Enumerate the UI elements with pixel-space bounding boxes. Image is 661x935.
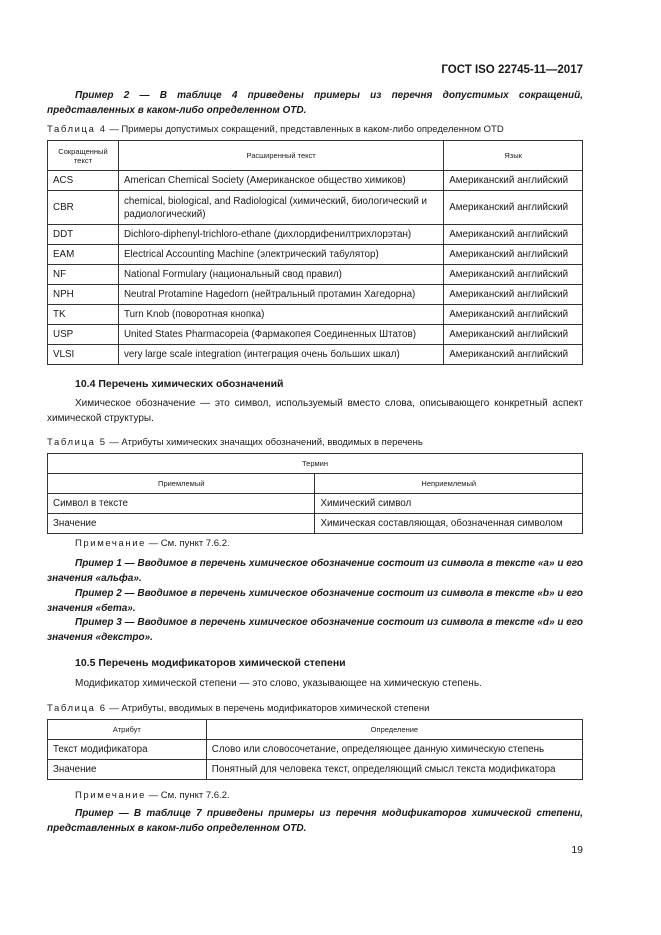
table-row <box>48 225 583 245</box>
table-cell: United States Pharmacopeia (Фармакопея Соединенных Штатов) <box>118 325 443 345</box>
page-number: 19 <box>571 844 583 856</box>
note-label: Примечание <box>75 790 146 801</box>
table-5 <box>47 453 583 534</box>
table-cell: Значение <box>48 760 207 780</box>
table-5-label: Таблица 5 <box>47 437 107 448</box>
section-10-5-title: 10.5 Перечень модификаторов химической степени <box>75 657 346 669</box>
table-row <box>48 171 583 191</box>
table-cell: Значение <box>48 514 315 534</box>
example-2-top: Пример 2 — В таблице 4 приведены примеры из перечня допустимых сокращений, представленных в каком-либо определенном OTD. <box>47 90 583 116</box>
table-5-header-row <box>48 474 583 494</box>
table-cell: NF <box>48 265 119 285</box>
table-cell: Dichloro-diphenyl-trichloro-ethane (дихлордифенилтрихлорэтан) <box>118 225 443 245</box>
table-cell: American Chemical Society (Американское общество химиков) <box>118 171 443 191</box>
table-6 <box>47 719 583 780</box>
table-5-header-cell: Неприемлемый <box>315 474 583 494</box>
document-header: ГОСТ ISO 22745-11—2017 <box>441 64 583 76</box>
table-5-note <box>75 536 611 551</box>
table-cell: Американский английский <box>444 171 583 191</box>
table-cell: Turn Knob (поворотная кнопка) <box>118 305 443 325</box>
table-cell: Neutral Protamine Hagedorn (нейтральный протамин Хагедорна) <box>118 285 443 305</box>
table-cell: DDT <box>48 225 119 245</box>
table-4-header-cell: Расширенный текст <box>118 141 443 171</box>
table-cell: Химический символ <box>315 494 583 514</box>
example-chem-3: Пример 3 — Вводимое в перечень химическое обозначение состоит из символа в тексте «d» и его значения «декстро». <box>47 617 583 643</box>
table-cell: Слово или словосочетание, определяющее данную химическую степень <box>206 740 582 760</box>
table-row <box>48 760 583 780</box>
table-5-header-cell: Приемлемый <box>48 474 315 494</box>
note-text: — См. пункт 7.6.2. <box>146 538 230 549</box>
table-4-header-cell: Язык <box>444 141 583 171</box>
table-5-group-header: Термин <box>48 454 583 474</box>
table-cell: Американский английский <box>444 265 583 285</box>
table-cell: USP <box>48 325 119 345</box>
table-row <box>48 305 583 325</box>
note-text: — См. пункт 7.6.2. <box>146 790 230 801</box>
table-row <box>48 325 583 345</box>
table-6-header-row <box>48 720 583 740</box>
table-cell: CBR <box>48 191 119 225</box>
table-6-caption-text: — Атрибуты, вводимых в перечень модификаторов химической степени <box>106 703 430 714</box>
table-5-caption-text: — Атрибуты химических значащих обозначений, вводимых в перечень <box>106 437 423 448</box>
table-6-caption <box>47 701 583 716</box>
table-cell: Американский английский <box>444 225 583 245</box>
table-row <box>48 191 583 225</box>
table-6-label: Таблица 6 <box>47 703 107 714</box>
table-4-caption-text: — Примеры допустимых сокращений, представленных в каком-либо определенном OTD <box>106 124 504 135</box>
note-label: Примечание <box>75 538 146 549</box>
table-cell: Химическая составляющая, обозначенная символом <box>315 514 583 534</box>
table-cell: Текст модификатора <box>48 740 207 760</box>
example-chem-1: Пример 1 — Вводимое в перечень химическое обозначение состоит из символа в тексте «а» и его значения «альфа». <box>47 558 583 584</box>
table-cell: TK <box>48 305 119 325</box>
table-row <box>48 345 583 365</box>
table-cell: very large scale integration (интеграция очень больших шкал) <box>118 345 443 365</box>
table-5-group-header-row <box>48 454 583 474</box>
table-cell: Electrical Accounting Machine (электрический табулятор) <box>118 245 443 265</box>
section-10-4-text: Химическое обозначение — это символ, используемый вместо слова, описывающего конкретный аспект химической структуры. <box>47 398 583 424</box>
table-cell: Американский английский <box>444 345 583 365</box>
table-cell: Американский английский <box>444 191 583 225</box>
table-row <box>48 740 583 760</box>
example-bottom: Пример — В таблице 7 приведены примеры из перечня модификаторов химической степени, представленных в каком-либо определенном OTD. <box>47 808 583 834</box>
table-cell: Символ в тексте <box>48 494 315 514</box>
table-6-note <box>75 788 611 803</box>
table-row <box>48 494 583 514</box>
section-10-5-text: Модификатор химической степени — это слово, указывающее на химическую степень. <box>75 678 482 689</box>
table-cell: chemical, biological, and Radiological (химический, биологический и радиологический) <box>118 191 443 225</box>
table-cell: Американский английский <box>444 325 583 345</box>
table-row <box>48 265 583 285</box>
table-cell: ACS <box>48 171 119 191</box>
table-6-header-cell: Атрибут <box>48 720 207 740</box>
table-row <box>48 514 583 534</box>
example-chem-2: Пример 2 — Вводимое в перечень химическое обозначение состоит из символа в тексте «b» и его значения «бета». <box>47 588 583 614</box>
table-cell: NPH <box>48 285 119 305</box>
table-cell: Понятный для человека текст, определяющий смысл текста модификатора <box>206 760 582 780</box>
table-row <box>48 245 583 265</box>
table-5-caption <box>47 435 583 450</box>
table-4-label: Таблица 4 <box>47 124 107 135</box>
table-cell: Американский английский <box>444 245 583 265</box>
table-4-caption <box>47 122 583 137</box>
table-4-header-row <box>48 141 583 171</box>
table-cell: Американский английский <box>444 305 583 325</box>
table-cell: National Formulary (национальный свод правил) <box>118 265 443 285</box>
table-4 <box>47 140 583 365</box>
table-4-header-cell: Сокращенный текст <box>48 141 119 171</box>
table-row <box>48 285 583 305</box>
section-10-4-title: 10.4 Перечень химических обозначений <box>75 378 284 390</box>
table-cell: EAM <box>48 245 119 265</box>
table-6-header-cell: Определение <box>206 720 582 740</box>
table-cell: Американский английский <box>444 285 583 305</box>
table-cell: VLSI <box>48 345 119 365</box>
